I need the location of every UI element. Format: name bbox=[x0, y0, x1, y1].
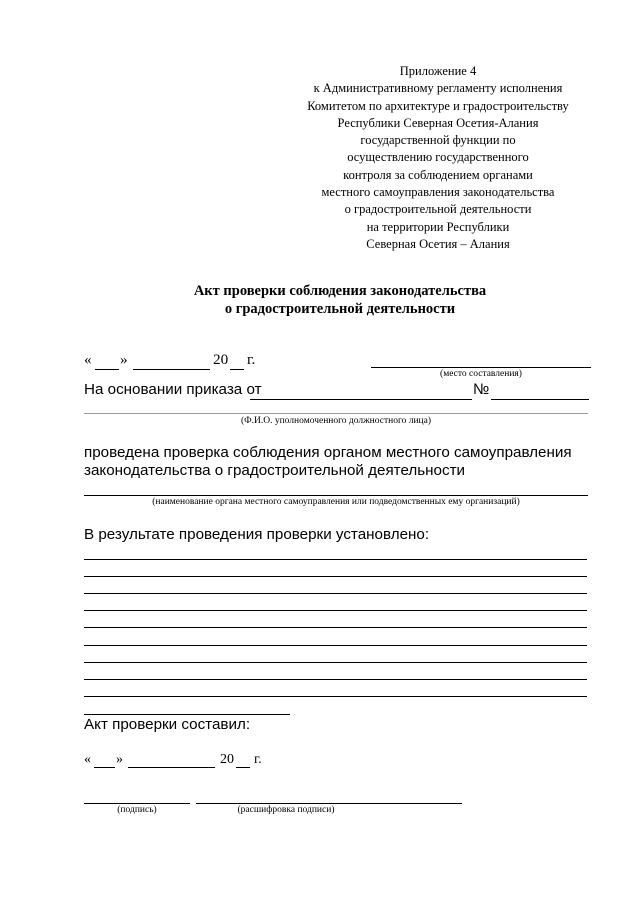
appendix-line: Приложение 4 bbox=[399, 64, 477, 78]
appendix-line: Северная Осетия – Алания bbox=[366, 236, 510, 251]
order-label: На основании приказа от bbox=[84, 381, 262, 398]
official-caption: (Ф.И.О. уполномоченного должностного лица) bbox=[240, 416, 432, 426]
official-name-field[interactable] bbox=[84, 413, 588, 414]
signature-date-close-quote: » bbox=[116, 752, 123, 767]
signature-caption: (подпись) bbox=[117, 805, 157, 815]
authority-name-field[interactable] bbox=[84, 495, 588, 496]
order-date-field[interactable] bbox=[250, 399, 472, 400]
inspection-text-line-1: проведена проверка соблюдения органом местного самоуправления bbox=[84, 444, 572, 461]
appendix-line: Республики Северная Осетия-Алания bbox=[337, 115, 539, 130]
date-open-quote: « bbox=[84, 351, 92, 368]
date-year-field[interactable] bbox=[230, 369, 244, 370]
result-label: В результате проведения проверки установлено: bbox=[84, 526, 430, 543]
appendix-line: к Административному регламенту исполнения bbox=[313, 81, 563, 96]
appendix-line: Комитетом по архитектуре и градостроительству bbox=[307, 98, 569, 113]
date-close-quote: » bbox=[120, 351, 128, 368]
date-day-field[interactable] bbox=[95, 369, 119, 370]
appendix-line: контроля за соблюдением органами bbox=[343, 167, 533, 182]
compiled-label: Акт проверки составил: bbox=[84, 716, 251, 733]
date-year-suffix: г. bbox=[247, 351, 256, 368]
date-year-prefix: 20 bbox=[213, 351, 229, 368]
result-line[interactable] bbox=[84, 696, 587, 697]
signature-decoding-field[interactable] bbox=[196, 803, 462, 804]
inspection-text-line-2: законодательства о градостроительной деятельности bbox=[84, 462, 466, 479]
signature-date-open-quote: « bbox=[84, 752, 91, 767]
appendix-line: государственной функции по bbox=[360, 133, 516, 148]
signature-date-year-suffix: г. bbox=[254, 752, 262, 767]
signature-date-year-prefix: 20 bbox=[220, 752, 234, 767]
order-number-sign: № bbox=[473, 381, 490, 398]
appendix-line: местного самоуправления законодательства bbox=[321, 185, 555, 200]
signature-date-month-field[interactable] bbox=[128, 767, 215, 768]
signature-date-year-field[interactable] bbox=[236, 767, 250, 768]
title-line-2: о градостроительной деятельности bbox=[224, 301, 456, 317]
signature-date-day-field[interactable] bbox=[94, 767, 115, 768]
authority-caption: (наименование органа местного самоуправления или подведомственных ему организаций) bbox=[152, 497, 520, 507]
result-line[interactable] bbox=[84, 559, 587, 560]
place-caption: (место составления) bbox=[440, 369, 522, 379]
appendix-line: о градостроительной деятельности bbox=[344, 202, 532, 217]
signature-field[interactable] bbox=[84, 803, 190, 804]
appendix-block bbox=[300, 63, 576, 253]
result-line[interactable] bbox=[84, 645, 587, 646]
result-line[interactable] bbox=[84, 662, 587, 663]
result-line[interactable] bbox=[84, 593, 587, 594]
result-line[interactable] bbox=[84, 627, 587, 628]
document-title bbox=[100, 282, 580, 318]
result-line[interactable] bbox=[84, 576, 587, 577]
result-line[interactable] bbox=[84, 679, 587, 680]
place-field[interactable] bbox=[371, 367, 591, 368]
signature-decoding-caption: (расшифровка подписи) bbox=[237, 805, 335, 815]
date-month-field[interactable] bbox=[133, 369, 210, 370]
appendix-line: осуществлению государственного bbox=[347, 150, 529, 165]
result-line[interactable] bbox=[84, 714, 290, 715]
result-line[interactable] bbox=[84, 610, 587, 611]
order-number-field[interactable] bbox=[491, 399, 589, 400]
appendix-line: на территории Республики bbox=[366, 219, 510, 234]
title-line-1: Акт проверки соблюдения законодательства bbox=[193, 283, 487, 299]
